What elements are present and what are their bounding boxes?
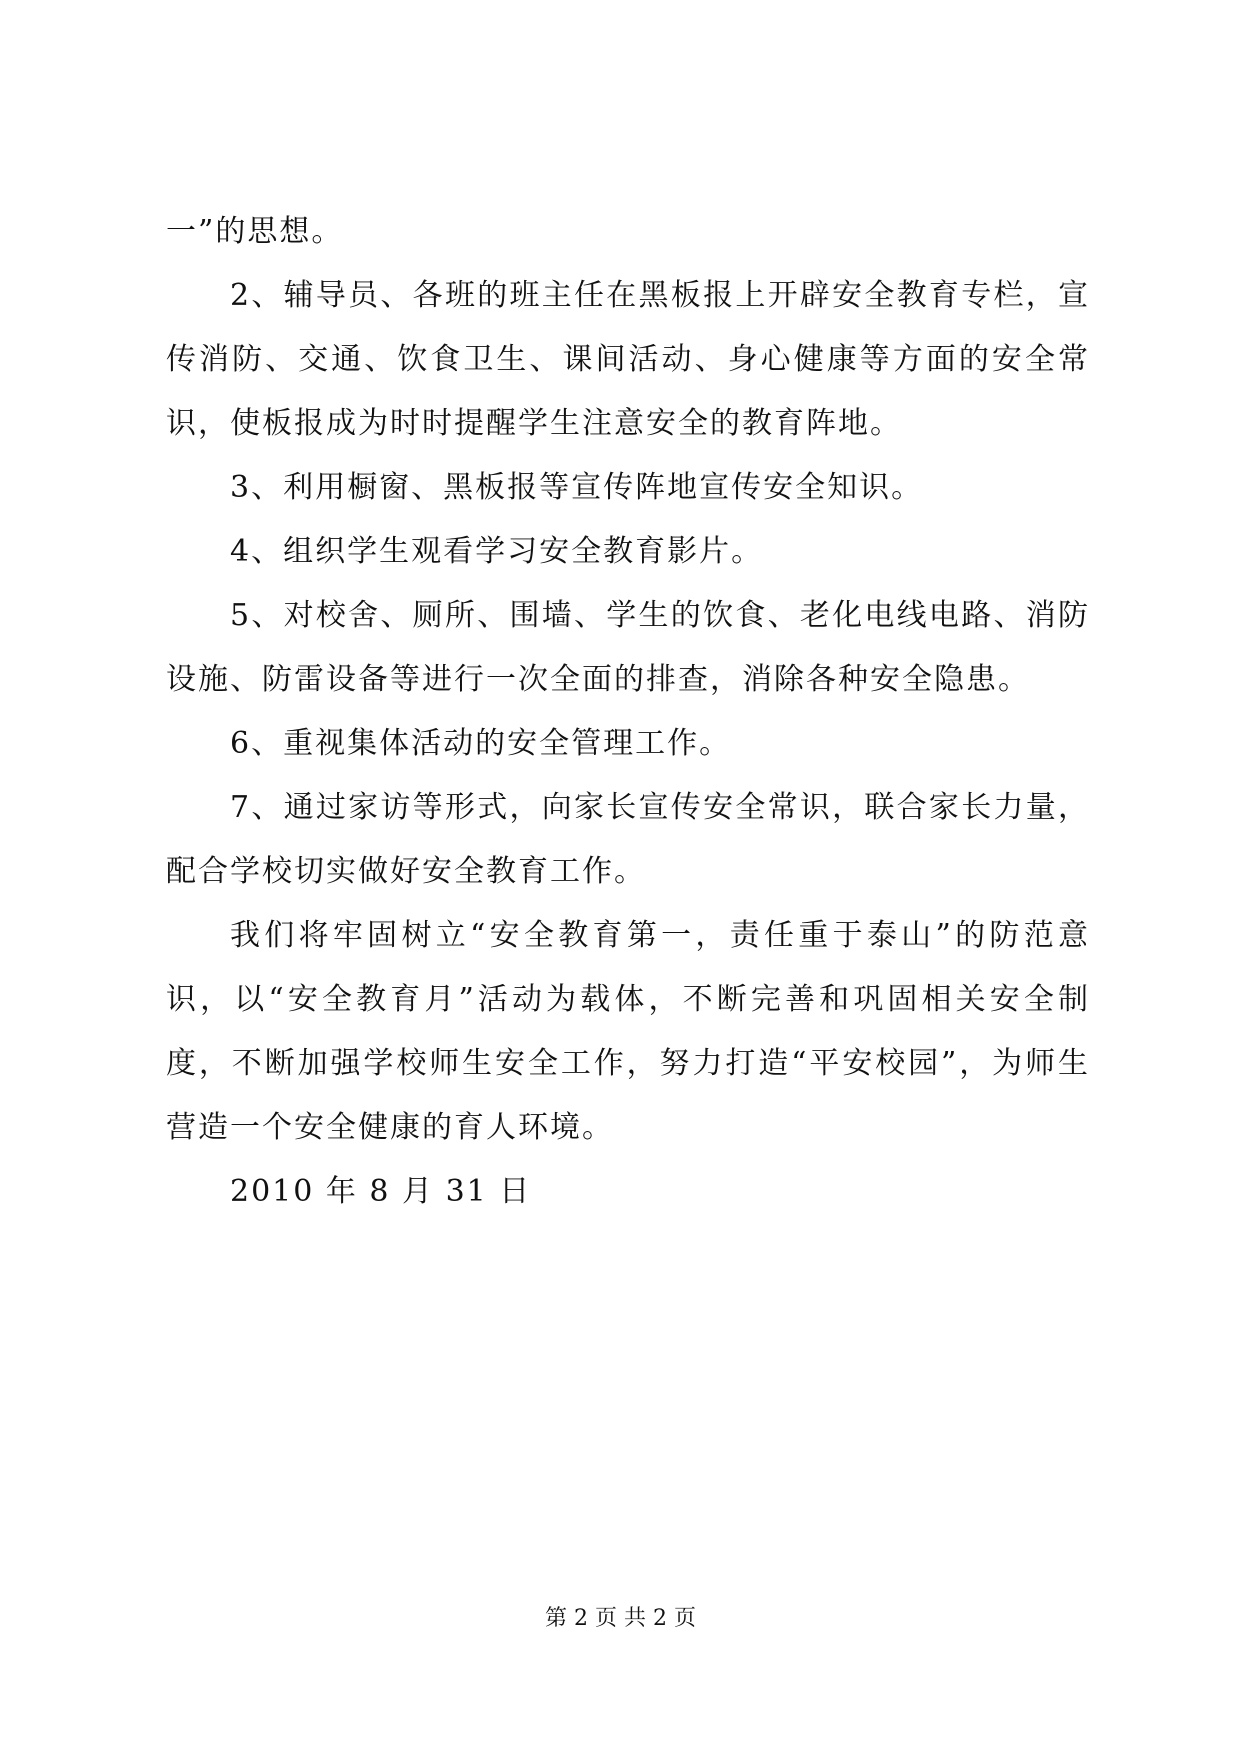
paragraph-item-3: 3、利用橱窗、黑板报等宣传阵地宣传安全知识。 <box>230 470 924 505</box>
document-body <box>166 200 1090 1224</box>
document-date: 2010 年 8 月 31 日 <box>230 1174 532 1209</box>
paragraph-continuation: 一”的思想。 <box>166 214 344 249</box>
paragraph-item-2: 2、辅导员、各班的班主任在黑板报上开辟安全教育专栏，宣传消防、交通、饮食卫生、课间活动、身心健康等方面的安全常识，使板报成为时时提醒学生注意安全的教育阵地。 <box>166 278 1090 441</box>
paragraph-item-6: 6、重视集体活动的安全管理工作。 <box>230 726 732 761</box>
paragraph-conclusion: 我们将牢固树立“安全教育第一，责任重于泰山”的防范意识，以“安全教育月”活动为载体，不断完善和巩固相关安全制度，不断加强学校师生安全工作，努力打造“平安校园”，为师生营造一个安全健康的育人环境。 <box>166 918 1090 1145</box>
page-footer: 第 2 页 共 2 页 <box>545 1606 696 1631</box>
paragraph-item-7: 7、通过家访等形式，向家长宣传安全常识，联合家长力量，配合学校切实做好安全教育工作。 <box>166 790 1090 889</box>
paragraph-item-4: 4、组织学生观看学习安全教育影片。 <box>230 534 764 569</box>
paragraph-item-5: 5、对校舍、厕所、围墙、学生的饮食、老化电线电路、消防设施、防雷设备等进行一次全面的排查，消除各种安全隐患。 <box>166 598 1090 697</box>
